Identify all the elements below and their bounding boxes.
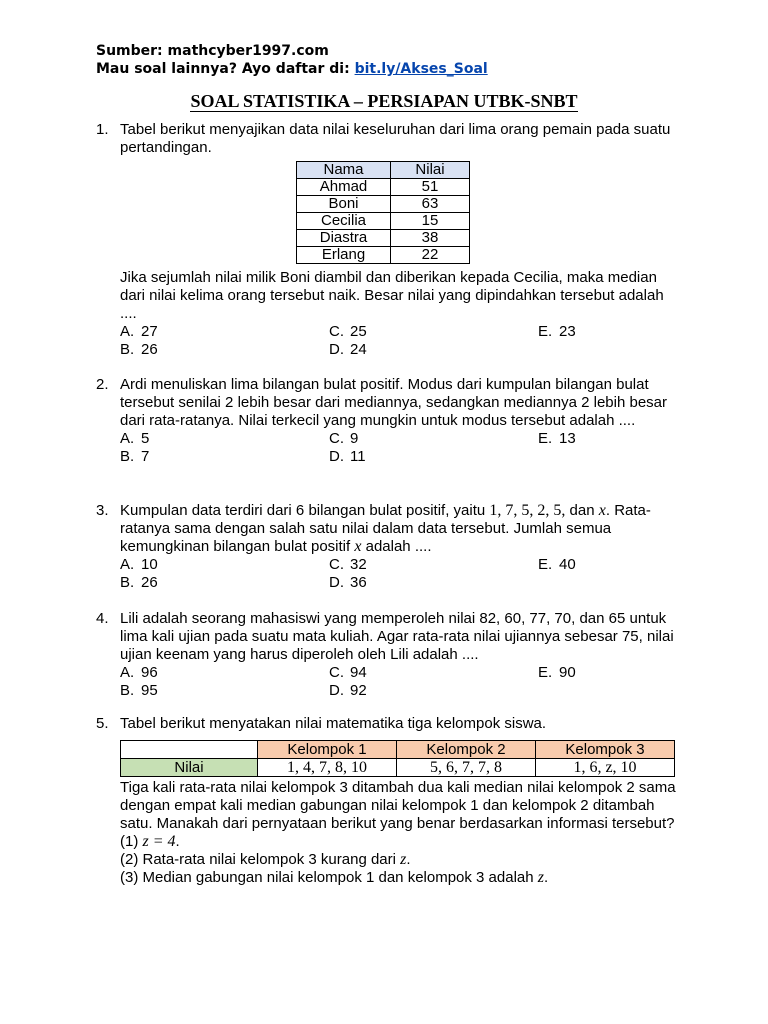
column-header: Kelompok 1	[258, 741, 397, 759]
question-1-prompt	[96, 269, 676, 359]
option-e[interactable]: E. 13	[538, 430, 576, 447]
table-header-row	[121, 741, 675, 759]
question-number: 4.	[96, 610, 109, 627]
column-header	[121, 741, 258, 759]
table-header-row	[297, 162, 470, 179]
option-a[interactable]: A. 27	[120, 323, 158, 340]
statement-2: (2) Rata-rata nilai kelompok 3 kurang dari z.	[120, 851, 411, 868]
option-c[interactable]: C. 9	[329, 430, 359, 447]
akses-soal-link[interactable]: bit.ly/Akses_Soal	[354, 61, 488, 77]
option-e[interactable]: E. 23	[538, 323, 576, 340]
table-row	[297, 179, 470, 196]
option-b[interactable]: B. 26	[120, 574, 158, 591]
table-cell: 51	[391, 179, 470, 196]
column-header: Kelompok 3	[536, 741, 675, 759]
row-label: Nilai	[121, 759, 258, 777]
variable-x: x	[354, 538, 362, 555]
question-4-text: Lili adalah seorang mahasiswi yang memperoleh nilai 82, 60, 77, 70, dan 65 untuk lima kali ujian pada suatu mata kuliah. Agar rata-rata nilai ujiannya sebesar 75, nilai ujian keenam yang harus diperoleh oleh Lili adalah ....	[120, 610, 674, 663]
option-b[interactable]: B. 95	[120, 682, 158, 699]
question-5-body	[96, 779, 676, 887]
question-number: 3.	[96, 502, 109, 519]
option-a[interactable]: A. 5	[120, 430, 150, 447]
option-c[interactable]: C. 25	[329, 323, 367, 340]
question-number: 1.	[96, 121, 109, 138]
table-cell: 1, 4, 7, 8, 10	[258, 759, 397, 777]
table-cell: 38	[391, 230, 470, 247]
question-5-intro: Tabel berikut menyatakan nilai matematika tiga kelompok siswa.	[120, 715, 547, 732]
source-line: Sumber: mathcyber1997.com	[96, 43, 329, 59]
table-cell: 22	[391, 247, 470, 264]
option-c[interactable]: C. 94	[329, 664, 367, 681]
column-header: Kelompok 2	[397, 741, 536, 759]
table-cell: Cecilia	[297, 213, 391, 230]
table-cell: 1, 6, z, 10	[536, 759, 675, 777]
option-e[interactable]: E. 90	[538, 664, 576, 681]
statement-1: (1) z = 4.	[120, 833, 180, 850]
column-header: Nilai	[391, 162, 470, 179]
group-scores-table	[120, 740, 675, 777]
table-cell: 63	[391, 196, 470, 213]
option-c[interactable]: C. 32	[329, 556, 367, 573]
answer-options	[120, 323, 676, 359]
question-5-text: Tiga kali rata-rata nilai kelompok 3 ditambah dua kali median nilai kelompok 2 sama dengan empat kali median gabungan nilai kelompok 1 dan kelompok 2 ditambah satu. Manakah dari pernyataan berikut yang benar berdasarkan informasi tersebut?	[120, 779, 676, 832]
data-set: 1, 7, 5, 2, 5,	[489, 502, 566, 519]
question-4	[96, 610, 676, 700]
players-score-table	[296, 161, 470, 264]
question-2-text: Ardi menuliskan lima bilangan bulat positif. Modus dari kumpulan bilangan bulat tersebut senilai 2 lebih besar dari mediannya, sedangkan mediannya 2 lebih besar dari rata-ratanya. Nilai terkecil yang mungkin untuk modus tersebut adalah ....	[120, 376, 668, 429]
option-d[interactable]: D. 11	[329, 448, 366, 465]
answer-options	[120, 556, 676, 592]
table-cell: Ahmad	[297, 179, 391, 196]
page-title: SOAL STATISTIKA – PERSIAPAN UTBK-SNBT	[190, 91, 578, 111]
table-cell: Erlang	[297, 247, 391, 264]
question-1-text: Jika sejumlah nilai milik Boni diambil dan diberikan kepada Cecilia, maka median dari nilai kelima orang tersebut naik. Besar nilai yang dipindahkan tersebut adalah ....	[120, 269, 664, 322]
table-cell: Boni	[297, 196, 391, 213]
question-number: 2.	[96, 376, 109, 393]
table-cell: 15	[391, 213, 470, 230]
table-row	[297, 247, 470, 264]
table-cell: Diastra	[297, 230, 391, 247]
table-cell: 5, 6, 7, 7, 8	[397, 759, 536, 777]
question-3-text: Kumpulan data terdiri dari 6 bilangan bulat positif, yaitu 1, 7, 5, 2, 5, dan x. Rata-ratanya sama dengan salah satu nilai dalam data tersebut. Jumlah semua kemungkinan bilangan bulat positif x adalah ....	[120, 502, 651, 555]
answer-options	[120, 664, 676, 700]
question-1	[96, 121, 676, 157]
option-e[interactable]: E. 40	[538, 556, 576, 573]
question-5	[96, 715, 676, 733]
table-row	[297, 196, 470, 213]
question-3	[96, 502, 676, 592]
table-row	[121, 759, 675, 777]
question-number: 5.	[96, 715, 109, 732]
option-d[interactable]: D. 24	[329, 341, 367, 358]
more-questions-line	[96, 61, 488, 77]
question-1-intro: Tabel berikut menyajikan data nilai keseluruhan dari lima orang pemain pada suatu pertandingan.	[120, 121, 671, 156]
variable-x: x	[598, 502, 606, 519]
table-row	[297, 230, 470, 247]
more-questions-text: Mau soal lainnya? Ayo daftar di:	[96, 61, 355, 77]
answer-options	[120, 430, 676, 466]
column-header: Nama	[297, 162, 391, 179]
option-d[interactable]: D. 92	[329, 682, 367, 699]
option-a[interactable]: A. 10	[120, 556, 158, 573]
table-row	[297, 213, 470, 230]
statement-3: (3) Median gabungan nilai kelompok 1 dan kelompok 3 adalah z.	[120, 869, 549, 886]
option-d[interactable]: D. 36	[329, 574, 367, 591]
question-2	[96, 376, 676, 466]
option-b[interactable]: B. 26	[120, 341, 158, 358]
option-a[interactable]: A. 96	[120, 664, 158, 681]
option-b[interactable]: B. 7	[120, 448, 150, 465]
